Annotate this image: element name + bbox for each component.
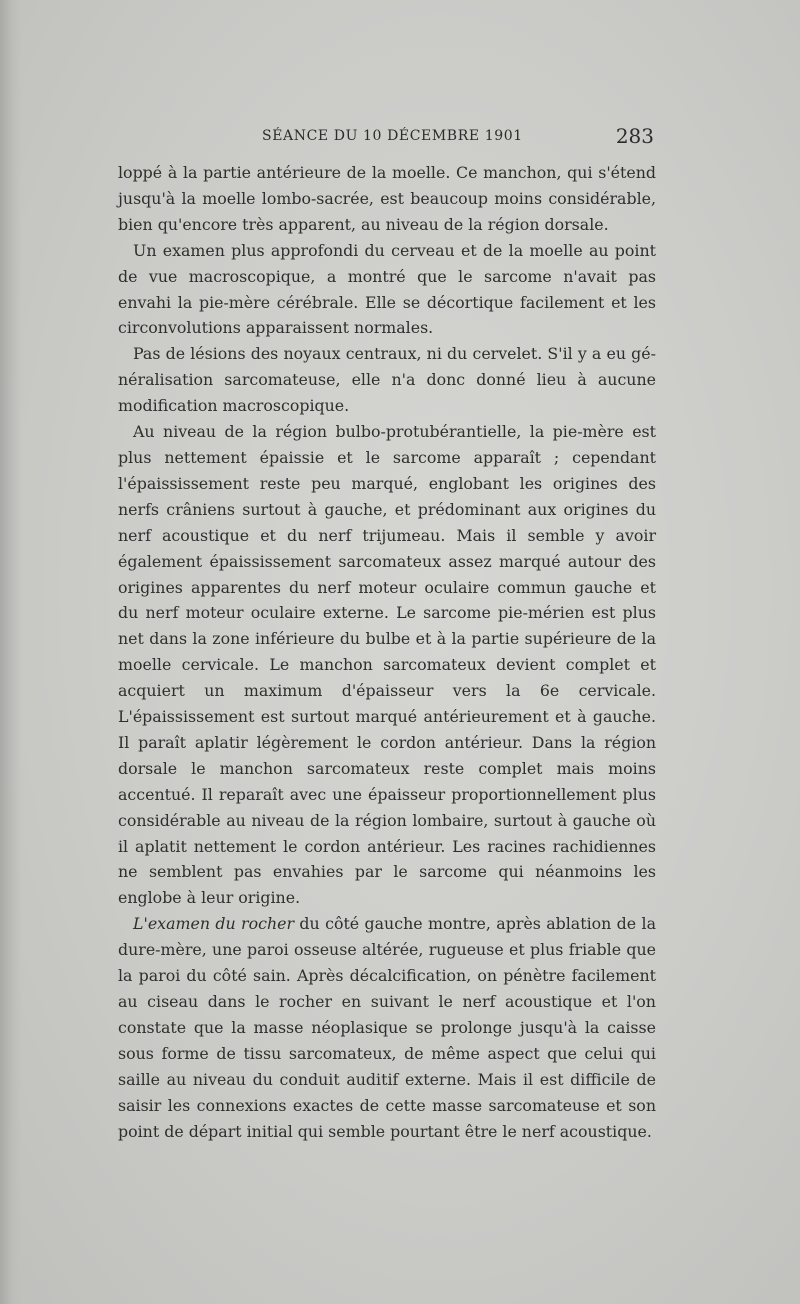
running-head bbox=[118, 124, 656, 152]
page-number: 283 bbox=[615, 124, 654, 148]
paragraph-bulbo-protuberantial: Au niveau de la région bulbo-protubérantielle, la pie-mère est plus nettement épaissie et le sarcome apparaît ; cependant l'épaississement reste peu marqué, englobant les origines des nerfs crâniens surtout à gauche, et prédominant aux origines du nerf acoustique et du nerf trijumeau. Mais il semble y avoir également épaississement sarcomateux assez marqué autour des origines apparentes du nerf moteur oculaire commun gauche et du nerf moteur oculaire externe. Le sarcome pie-mérien est plus net dans la zone inférieure du bulbe et à la partie supérieure de la moelle cervicale. Le manchon sarcomateux devient complet et acquiert un maximum d'épaisseur vers la 6e cervicale. L'épaississement est surtout marqué antérieurement et à gauche. Il paraît aplatir légèrement le cordon antérieur. Dans la région dorsale le manchon sarcomateux reste complet mais moins accentué. Il reparaît avec une épaisseur proportionnellement plus considérable au niveau de la région lombaire, surtout à gauche où il aplatit nettement le cordon antérieur. Les racines rachidiennes ne semblent pas envahies par le sarcome qui néanmoins les englobe à leur origine. bbox=[118, 422, 656, 908]
page-edge-shadow bbox=[0, 0, 22, 1304]
italic-lead: L'examen du rocher bbox=[133, 914, 295, 934]
paragraph-rocher-text: du côté gauche montre, après ablation de la dure-mère, une paroi osseuse altérée, rugueuse et plus friable que la paroi du côté sain. Après décalcification, on pénètre facilement au ciseau dans le rocher en suivant le nerf acoustique et l'on constate que la masse néoplasique se prolonge jusqu'à la caisse sous forme de tissu sarcomateux, de même aspect que celui qui saille au niveau du conduit auditif externe. Mais il est difficile de saisir les connexions exactes de cette masse sarcomateuse et son point de départ initial qui semble pourtant être le nerf acoustique. bbox=[118, 914, 656, 1141]
running-title: SÉANCE DU 10 DÉCEMBRE 1901 bbox=[262, 128, 523, 144]
paragraph-rocher-exam bbox=[118, 911, 656, 1144]
paragraph-macroscopic-exam: Un examen plus approfondi du cerveau et de la moelle au point de vue macroscopique, a montré que le sarcome n'avait pas envahi la pie-mère cérébrale. Elle se décortique facilement et les circonvolutions apparaissent normales. bbox=[118, 240, 656, 338]
paragraph-central-nuclei: Pas de lésions des noyaux centraux, ni du cervelet. S'il y a eu généralisation sarcomateuse, elle n'a donc donné lieu à aucune modification macroscopique. bbox=[118, 344, 656, 416]
paragraph-continuation: loppé à la partie antérieure de la moelle. Ce manchon, qui s'étend jusqu'à la moelle lombo-sacrée, est beaucoup moins considérable, bien qu'encore très apparent, au niveau de la région dorsale. bbox=[118, 163, 656, 234]
body-text bbox=[118, 160, 656, 1144]
